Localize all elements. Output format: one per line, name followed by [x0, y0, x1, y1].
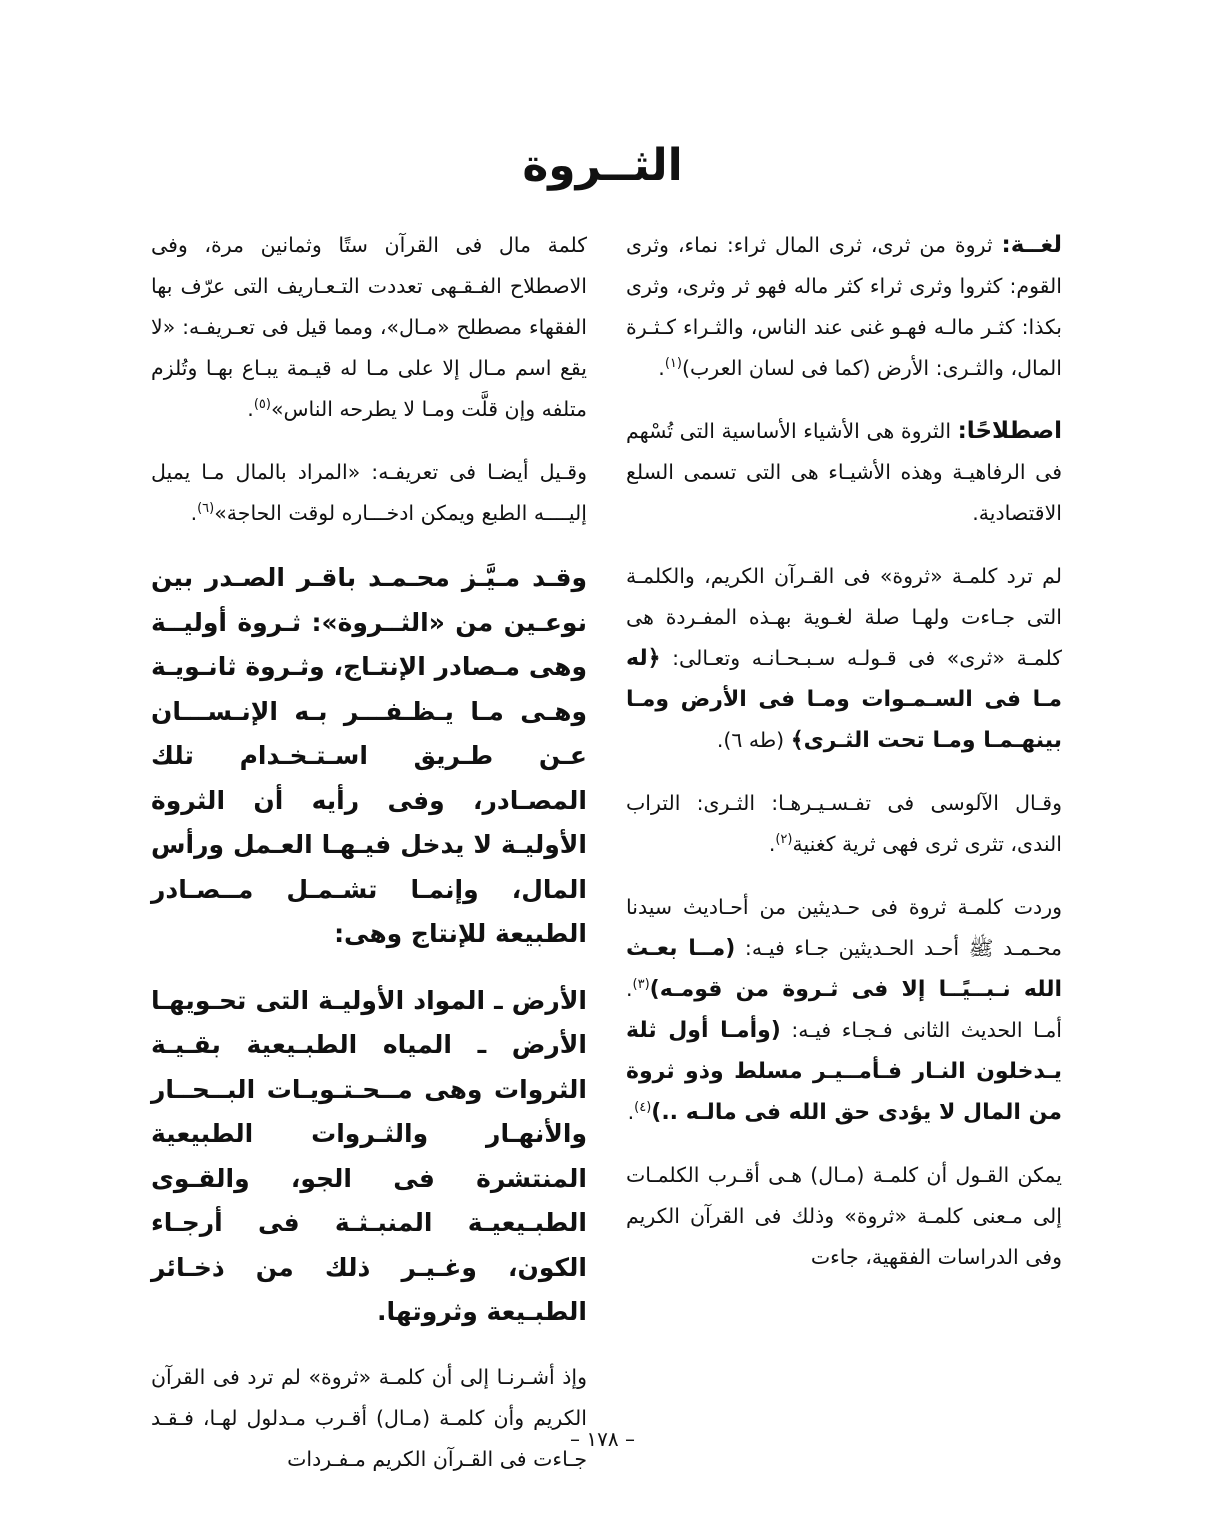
right-column	[626, 225, 1062, 1300]
footnote-ref-6[interactable]: (٦)	[197, 501, 215, 517]
paragraph-mal-definition	[151, 225, 587, 430]
term-linguistic: لغــة:	[1001, 232, 1062, 258]
paragraph-text: لم ترد كلمـة «ثروة» فى القـرآن الكريم، والكلمـة التى جـاءت ولهـا صلة لغـوية بهـذه المفـردة هى كلمـة «ثرى» فى قـولـه سـبـحـانـه وتعـالى:	[626, 564, 1062, 670]
page-number: – ١٧٨ –	[570, 1427, 635, 1451]
quran-verse: ﴿له مـا فى السـمـوات ومـا فى الأرض ومـا بينهـمـا ومـا تحت الثـرى﴾	[626, 646, 1062, 753]
paragraph-text: وقـيل أيضـا فى تعريفـه: «المراد بالمال مـا يميل إليــــه الطبع ويمكن ادخـــاره لوقت الحاجة»	[151, 460, 587, 525]
paragraph-text: ثروة من ثرى، ثرى المال ثراء: نماء، وثرى القوم: كثروا وثرى ثراء كثر ماله فهو ثر وثرى، وثرى بكذا: كثـر مالـه فهـو غنى عند الناس، والثـراء كـثـرة المال، والثـرى: الأرض (كما فى لسان العرب)	[626, 233, 1062, 380]
footnote-ref-1[interactable]: (١)	[664, 356, 682, 372]
paragraph-technical-definition	[626, 411, 1062, 534]
paragraph-quran-mal	[151, 1357, 587, 1480]
paragraph-end: .	[768, 832, 776, 856]
verse-citation: (طه ٦).	[716, 728, 791, 752]
paragraph-end: .	[658, 356, 665, 380]
paragraph-text: يمكن القـول أن كلمـة (مـال) هـى أقـرب الكلمـات إلى مـعنى كلمـة «ثروة» وذلك فى القرآن الكريم وفى الدراسات الفقهية، جاءت	[626, 1163, 1062, 1269]
paragraph-text: وقـال الآلوسى فى تفـسـيـرهـا: الثـرى: التراب الندى، تثرى ثرى فهى ثرية كغنية	[626, 791, 1062, 856]
paragraph-sadr-distinction: وقـد مـيَّـز محـمـد باقـر الصـدر بين نوعـين من «الثــروة»: ثـروة أوليــة وهى مـصادر الإنتـاج، وثـروة ثانـويـة وهـى مـا يـظـفـــر بـه الإنـســـان عـن طـريق اسـتـخـدام تلك المصـادر، وفى رأيه أن الثروة الأوليـة لا يدخل فيـهـا العـمل ورأس المال، وإنمـا تشـمـل مــصـادر الطبيعة للإنتاج وهى:	[151, 563, 587, 948]
term-technical: اصطلاحًا:	[957, 418, 1062, 444]
paragraph-mal-closest	[626, 1155, 1062, 1278]
paragraph-hadith	[626, 887, 1062, 1133]
page-title: الثــروة	[522, 140, 683, 191]
paragraph-text: . أمـا الحديث الثانى فـجـاء فيـه:	[626, 977, 1062, 1042]
paragraph-end: .	[190, 501, 198, 525]
paragraph-end: .	[627, 1100, 635, 1124]
hadith-quote-2: (وأمـا أول ثلة يـدخلون النـار فـأمــيـر مسلط وذو ثروة من المال لا يؤدى حق الله فى مالـه ..)	[626, 1018, 1062, 1125]
paragraph-natural-resources: الأرض ـ المواد الأوليـة التى تحـويهـا الأرض ـ المياه الطبـيعية بقـيـة الثروات وهى مــحـتـويـات البــحــار والأنهـار والثـروات الطبيعية المنتشرة فى الجو، والقـوى الطبـيعيـة المنبـثـة فى أرجـاء الكون، وغـيـر ذلك من ذخـائر الطبـيعة وثروتها.	[151, 985, 587, 1326]
paragraph-alusi	[626, 783, 1062, 865]
paragraph-mal-definition-2	[151, 452, 587, 534]
paragraph-text: وإذ أشـرنـا إلى أن كلمـة «ثروة» لم ترد فى القرآن الكريم وأن كلمـة (مـال) أقـرب مـدلول لهـا، فـقـد جـاءت فى القـرآن الكريم مـفـردات	[151, 1364, 587, 1471]
paragraph-text: كلمة مال فى القرآن ستًا وثمانين مرة، وفى الاصطلاح الفـقـهى تعددت التـعـاريف التى عرّف بها الفقهاء مصطلح «مـال»، ومما قيل فى تعـريفـه: «لا يقع اسم مـال إلا على مـا له قيـمة يبـاع بهـا وتُلزم متلفه وإن قلَّت ومـا لا يطرحه الناس»	[151, 233, 587, 421]
footnote-ref-2[interactable]: (٢)	[775, 832, 793, 848]
paragraph-text: الثروة هى الأشياء الأساسية التى تُسْهم فى الرفاهيـة وهذه الأشيـاء هى التى تسمى السلع الاقتصادية.	[626, 419, 1062, 525]
footnote-ref-4[interactable]: (٤)	[634, 1100, 652, 1116]
footnote-ref-5[interactable]: (٥)	[253, 397, 271, 413]
footnote-ref-3[interactable]: (٣)	[632, 977, 650, 993]
left-column	[151, 225, 587, 1502]
hadith-quote-1: (مــا بعـث الله نـبــيًــا إلا فى ثـروة من قومـه)	[626, 936, 1062, 1002]
paragraph-quran-mention	[626, 556, 1062, 761]
paragraph-text: وردت كلمـة ثروة فى حـديثين من أحـاديث سيدنا محـمـد ﷺ أحـد الحـديثين جـاء فيـه:	[626, 895, 1062, 960]
paragraph-linguistic-definition	[626, 225, 1062, 389]
paragraph-end: .	[247, 397, 254, 421]
